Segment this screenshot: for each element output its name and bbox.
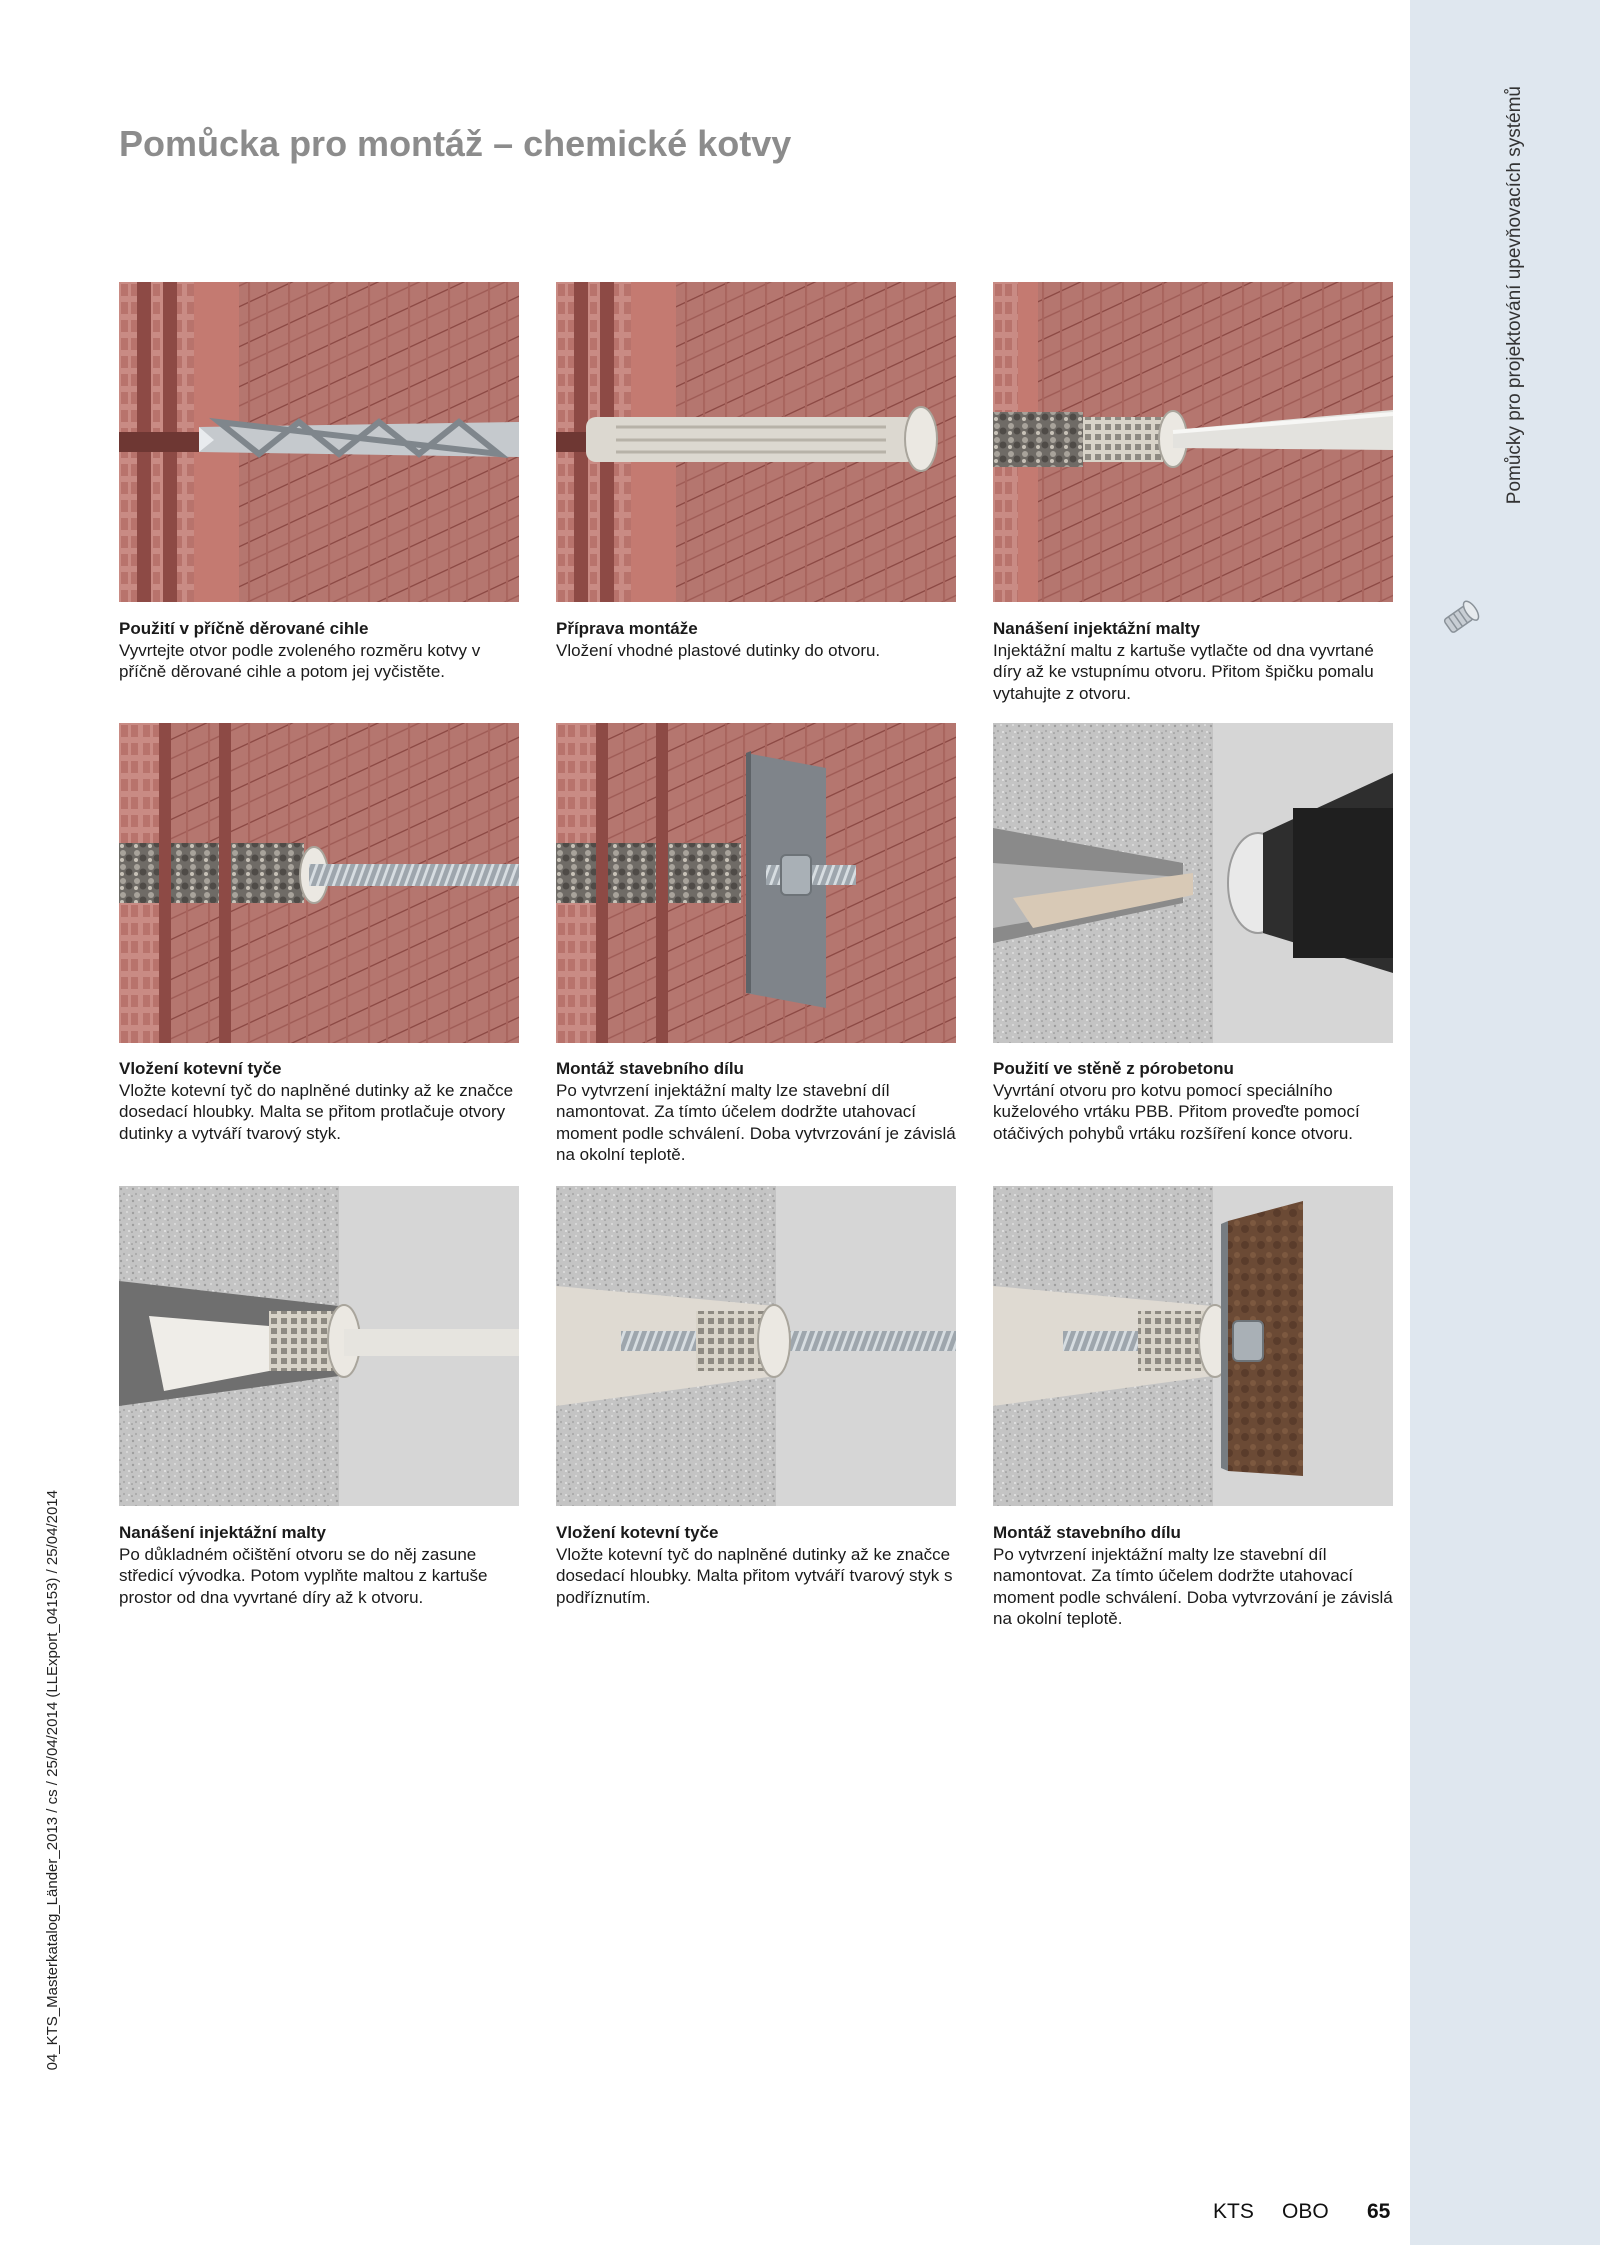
step-7-body: Po důkladném očištění otvoru se do něj zasune středicí vývodka. Potom vyplňte maltou z kartuše prostor od dna vyvrtané díry až k otvoru. bbox=[119, 1544, 488, 1607]
step-2-caption bbox=[556, 618, 961, 661]
step-3-title: Nanášení injektážní malty bbox=[993, 619, 1200, 638]
step-2-title: Příprava montáže bbox=[556, 619, 698, 638]
page-title: Pomůcka pro montáž – chemické kotvy bbox=[119, 123, 792, 164]
step-8-title: Vložení kotevní tyče bbox=[556, 1523, 719, 1542]
step-6-caption bbox=[993, 1058, 1398, 1144]
step-1-caption bbox=[119, 618, 524, 683]
step-7-image bbox=[119, 1186, 519, 1506]
step-3-image bbox=[993, 282, 1393, 602]
step-5-body: Po vytvrzení injektážní malty lze stavební díl namontovat. Za tímto účelem dodržte utahovací moment podle schválení. Doba vytvrzování je závislá na okolní teplotě. bbox=[556, 1080, 956, 1164]
step-9-image bbox=[993, 1186, 1393, 1506]
step-2-image bbox=[556, 282, 956, 602]
step-4-title: Vložení kotevní tyče bbox=[119, 1059, 282, 1078]
document-reference-text: 04_KTS_Masterkatalog_Länder_2013 / cs / 25/04/2014 (LLExport_04153) / 25/04/2014 bbox=[43, 1489, 61, 2071]
step-5-caption bbox=[556, 1058, 961, 1166]
step-5-title: Montáž stavebního dílu bbox=[556, 1059, 744, 1078]
step-9-body: Po vytvrzení injektážní malty lze stavební díl namontovat. Za tímto účelem dodržte utahovací moment podle schválení. Doba vytvrzování je závislá na okolní teplotě. bbox=[993, 1544, 1393, 1628]
step-6-image bbox=[993, 723, 1393, 1043]
step-1-image bbox=[119, 282, 519, 602]
step-6-title: Použití ve stěně z pórobetonu bbox=[993, 1059, 1234, 1078]
page-number: 65 bbox=[1367, 2200, 1391, 2223]
step-9-caption bbox=[993, 1522, 1398, 1630]
sidebar-title bbox=[1496, 40, 1534, 550]
step-1-body: Vyvrtejte otvor podle zvoleného rozměru kotvy v příčně děrované cihle a potom jej vyčistěte. bbox=[119, 640, 481, 681]
step-3-body: Injektážní maltu z kartuše vytlačte od dna vyvrtané díry až ke vstupnímu otvoru. Přitom špičku pomalu vytahujte z otvoru. bbox=[993, 640, 1374, 703]
step-9-title: Montáž stavebního dílu bbox=[993, 1523, 1181, 1542]
anchor-product-icon bbox=[1437, 592, 1487, 642]
step-4-caption bbox=[119, 1058, 524, 1144]
footer-brand: OBO bbox=[1282, 2200, 1329, 2223]
step-2-body: Vložení vhodné plastové dutinky do otvoru. bbox=[556, 640, 881, 660]
step-8-caption bbox=[556, 1522, 961, 1608]
step-8-image bbox=[556, 1186, 956, 1506]
step-7-caption bbox=[119, 1522, 524, 1608]
step-6-body: Vyvrtání otvoru pro kotvu pomocí speciálního kuželového vrtáku PBB. Přitom proveďte pomocí otáčivých pohybů vrtáku rozšíření konce otvoru. bbox=[993, 1080, 1360, 1143]
footer-section: KTS bbox=[1213, 2200, 1254, 2223]
step-4-image bbox=[119, 723, 519, 1043]
document-reference-note bbox=[40, 1490, 64, 2070]
step-7-title: Nanášení injektážní malty bbox=[119, 1523, 326, 1542]
sidebar-title-text: Pomůcky pro projektování upevňovacích systémů bbox=[1504, 85, 1525, 505]
step-3-caption bbox=[993, 618, 1398, 704]
step-8-body: Vložte kotevní tyč do naplněné dutinky až ke značce dosedací hloubky. Malta přitom vytváří tvarový styk s podříznutím. bbox=[556, 1544, 953, 1607]
step-1-title: Použití v příčně děrované cihle bbox=[119, 619, 369, 638]
step-4-body: Vložte kotevní tyč do naplněné dutinky až ke značce dosedací hloubky. Malta se přitom protlačuje otvory dutinky a vytváří tvarový styk. bbox=[119, 1080, 514, 1143]
step-5-image bbox=[556, 723, 956, 1043]
